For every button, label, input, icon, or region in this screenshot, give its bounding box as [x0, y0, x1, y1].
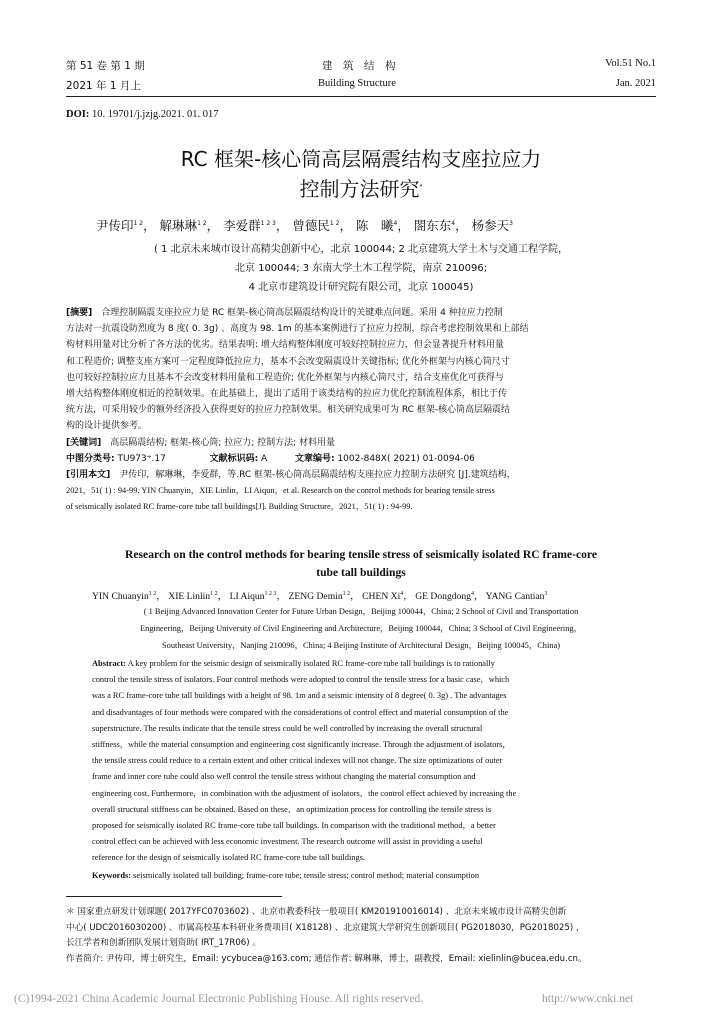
author-en: XIE Linlin$^{1 2}$ [168, 590, 218, 602]
abstract-en-line: superstructure. The results indicate that the tensile stress could be well controlled by increasing the overall structural [92, 723, 483, 733]
title-en-line: Research on the control methods for bearing tensile stress of seismically isolated RC frame-core [125, 548, 597, 561]
clc-value: TU973⁺.17 [117, 454, 166, 464]
citation-line: of seismically isolated RC frame-core tube tall buildings[J]. Building Structure，2021，51( 1) : 94-99. [66, 502, 413, 512]
journal-title-cn: 建 筑 结 构 [322, 60, 396, 72]
title-footnote-mark: * [419, 183, 423, 191]
author-cn: 杨参天$^3$ [471, 218, 513, 233]
doc-code-label: 文献标识码: [209, 454, 259, 464]
footnote [66, 905, 656, 967]
abstract-en-line: frame and inner core tube could also well control the tensile stress without changing the material consumption and [92, 772, 476, 782]
author-en: LI Aiqun$^{1 2 3}$ [229, 590, 277, 602]
abstract-en-line: A key problem for the seismic design of seismically isolated RC frame-core tube tall buildings is to rationally [125, 659, 495, 668]
date-cn: 2021 年 1 月上 [66, 80, 141, 92]
date-en: Jan. 2021 [615, 78, 656, 89]
abstract-cn-line: 构的设计提供参考。 [66, 421, 148, 432]
affil-cn-line: ( 1 北京未来城市设计高精尖创新中心，北京 100044; 2 北京建筑大学土木与交通工程学院， [153, 244, 569, 255]
author-cn: 曾德民$^{1 2}$ [292, 218, 340, 233]
classification-line [66, 451, 656, 467]
keywords-cn-text: 高层隔震结构; 框架-核心筒; 拉应力; 控制方法; 材料用量 [101, 438, 336, 448]
keywords-cn-label: [关键词] [66, 438, 102, 448]
abstract-cn-line: 和工程造价; 调整支座方案可一定程度降低拉应力，基本不会改变隔震设计关键指标; 优化外框架与内核心筒尺寸 [66, 356, 510, 367]
abstract-cn-line: 也可较好控制拉应力且基本不会改变材料用量和工程造价; 优化外框架与内核心筒尺寸，结合支座优化可获得与 [66, 372, 504, 383]
affil-cn-line: 4 北京市建筑设计研究院有限公司，北京 100045) [248, 282, 474, 293]
abstract-cn-label: [摘要] [66, 308, 93, 318]
author-info-line: 作者简介: 尹传印，博士研究生，Email: ycybucea@163.com; 通信作者: 解琳琳，博士，副教授，Email: xielinlin@bucea.edu.cn。 [66, 953, 587, 964]
author-cn: 李爱群$^{1 2 3}$ [223, 218, 276, 233]
keywords-en [92, 868, 656, 884]
footnote-line: ＊ 国家重点研发计划课题( 2017YFC0703602) 、北京市教委科技一般项目( KM201910016014) 、北京未来城市设计高精尖创新 [66, 907, 567, 917]
abstract-en-line: stiffness，while the material consumption and engineering cost significantly increase. Through the adjustment of isolators， [92, 740, 511, 750]
title-en [66, 546, 656, 582]
author-en: YIN Chuanyin$^{1 2}$ [92, 590, 157, 602]
abstract-en-label: Abstract: [92, 659, 126, 668]
author-en: GE Dongdong$^4$ [415, 590, 474, 602]
abstract-en-line: was a RC frame-core tube tall buildings with a height of 98. 1m and a seismic intensity of 8 degree( 0. 3g) . The advantages [92, 691, 507, 701]
footnote-rule [66, 896, 282, 897]
citation-label: [引用本文] [66, 470, 111, 480]
title-cn-line2-text: 控制方法研究 [299, 177, 420, 201]
doc-code-value: A [261, 454, 268, 464]
doi-label: DOI: [66, 109, 90, 120]
watermark-link[interactable]: http://www.cnki.net [542, 993, 634, 1005]
title-cn [66, 144, 656, 204]
author-cn: 陈 曦$^4$ [355, 218, 398, 233]
abstract-en-line: the tensile stress could reduce to a certain extent and other critical indexes will not change. The size optimizations of outer [92, 756, 503, 766]
author-cn: 閤东东$^4$ [413, 218, 456, 233]
title-cn-line2 [66, 174, 656, 204]
affiliations-cn [66, 240, 656, 297]
volume-issue-en: Vol.51 No.1 [605, 58, 656, 69]
clc-label: 中图分类号: [66, 454, 115, 464]
keywords-cn [66, 435, 656, 451]
author-en: ZENG Demin$^{1 2}$ [288, 590, 351, 602]
citation-line: 尹传印，解琳琳，李爱群，等.RC 框架-核心筒高层隔震结构支座拉应力控制方法研究 [J].建筑结构， [110, 470, 516, 480]
authors-en: YIN Chuanyin$^{1 2}$， XIE Linlin$^{1 2}$， LI Aiqun$^{1 2 3}$， ZENG Demin$^{1 2}$， CHEN Xi$^4$， GE Dongdong$^4$， YANG Cantian$^3$ [92, 590, 548, 602]
affil-en-line: Engineering，Beijing University of Civil Engineering and Architecture，Beijing 100044，China; 3 School of Civil Engineering， [140, 624, 582, 633]
abstract-cn-line: 方法对一抗震设防烈度为 8 度( 0. 3g) 、高度为 98. 1m 的基本案例进行了拉应力控制，综合考虑控制效果和上部结 [66, 324, 529, 335]
abstract-cn [66, 305, 656, 435]
abstract-en-line: reference for the design of seismically isolated RC frame-core tube tall buildings. [92, 853, 366, 863]
abstract-cn-line: 合理控制隔震支座拉应力是 RC 框架-核心筒高层隔震结构设计的关键难点问题。采用 4 种拉应力控制 [92, 308, 503, 318]
abstract-en-line: overall structural stiffness can be obtained. Based on these，an optimization process for controlling the tensile stress is [92, 804, 492, 814]
title-en-line: tube tall buildings [316, 566, 406, 579]
volume-issue-cn: 第 51 卷 第 1 期 [66, 60, 145, 72]
citation [66, 467, 656, 516]
watermark-copyright: (C)1994-2021 China Academic Journal Electronic Publishing House. All rights reserved. [14, 993, 424, 1005]
abstract-en-line: proposed for seismically isolated RC frame-core tube tall buildings. In comparison with the traditional method，a better [92, 821, 496, 831]
doi[interactable] [66, 109, 219, 120]
affil-en-line: Southeast University，Nanjing 210096，China; 4 Beijing Institute of Architectural Design，Beijing 100045，China) [162, 641, 560, 650]
author-en: CHEN Xi$^4$ [362, 590, 404, 602]
affil-en-line: ( 1 Beijing Advanced Innovation Center for Future Urban Design，Beijing 100044，China; 2 School of Civil and Transportation [143, 607, 579, 616]
article-number-label: 文章编号: [294, 454, 335, 464]
keywords-en-label: Keywords: [92, 871, 132, 880]
citation-line: 2021，51( 1) : 94-99. YIN Chuanyin，XIE Linlin，LI Aiqun，et al. Research on the control methods for bearing tensile stress [66, 486, 495, 496]
abstract-en-line: control effect can be achieved with less economic investment. The research outcome will assist in providing a useful [92, 837, 483, 847]
author-cn: 解琳琳$^{1 2}$ [159, 218, 207, 233]
affiliations-en [66, 603, 656, 654]
abstract-en-line: engineering cost. Furthermore，in combination with the adjustment of isolators，the control effect achieved by increasing the [92, 788, 517, 798]
abstract-cn-line: 增大结构整体刚度相近的控制效果。在此基础上，提出了适用于该类结构的拉应力优化控制流程体系，相比于传 [66, 389, 508, 400]
abstract-en [92, 656, 656, 867]
footnote-line: 中心( UDC2016030200) 、市属高校基本科研业务费项目( X18128) 、北京建筑大学研究生创新项目( PG2018030，PG2018025) ， [66, 922, 585, 933]
doi-value: 10. 19701/j.jzjg.2021. 01. 017 [91, 109, 219, 120]
journal-title-en: Building Structure [318, 78, 396, 89]
abstract-cn-line: 统方法，可采用较少的额外经济投入获得更好的拉应力控制效果。相关研究成果可为 RC 框架-核心筒高层隔震结 [66, 405, 511, 416]
abstract-en-line: control the tensile stress of isolators. Four control methods were adopted to control the tensile stress for a basic case，which [92, 675, 510, 685]
footnote-line: 长江学者和创新团队发展计划资助( IRT_17R06) 。 [66, 938, 261, 948]
abstract-cn-line: 构材料用量对比分析了各方法的优劣。结果表明: 增大结构整体刚度可较好控制拉应力，但会显著提升材料用量 [66, 340, 504, 351]
author-cn: 尹传印$^{1 2}$ [96, 218, 144, 233]
header-rule [66, 96, 656, 97]
abstract-en-line: and disadvantages of four methods were compared with the considerations of control effect and material consumption of the [92, 707, 509, 717]
title-cn-line1: RC 框架-核心筒高层隔震结构支座拉应力 [180, 147, 542, 171]
authors-cn: 尹传印$^{1 2}$， 解琳琳$^{1 2}$， 李爱群$^{1 2 3}$， 曾德民$^{1 2}$， 陈 曦$^4$， 閤东东$^4$， 杨参天$^3$ [96, 218, 513, 233]
author-en: YANG Cantian$^3$ [485, 590, 548, 602]
keywords-en-text: seismically isolated tall building; frame-core tube; tensile stress; control method; material consumption [131, 871, 480, 880]
article-number-value: 1002-848X( 2021) 01-0094-06 [337, 454, 475, 464]
affil-cn-line: 北京 100044; 3 东南大学土木工程学院，南京 210096; [234, 263, 488, 274]
